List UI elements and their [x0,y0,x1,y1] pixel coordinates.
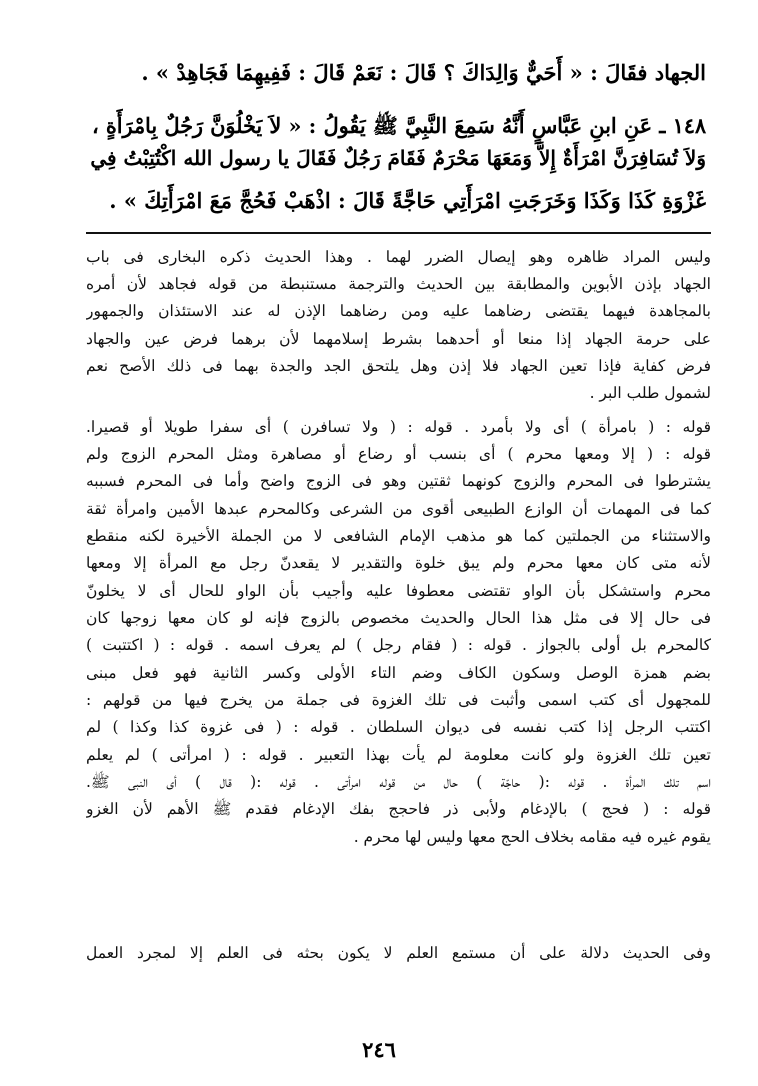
commentary-line: محرم واستشكل بأن الواو تقتضى معطوفا عليه وأجيب بأن الواو للحال أى لا يخلونّ [86,582,711,600]
hadith-line: ١٤٨ ـ عَنِ ابنِ عَبَّاسٍ أَنَّهُ سَمِعَ النَّبِيَّ ﷺ يَقُولُ : « لاَ يَخْلُوَنَّ رَجُلٌ بِامْرَأَةٍ ، [91,114,706,138]
commentary-line: لأنه متى كان معها محرم ولم يبق خلوة والتقدير لا يقعدنّ رجل مع المرأة إلا ومعها [86,554,711,572]
commentary-line: اكتتب الرجل إذا كتب نفسه فى ديوان السلطان . قوله : ( فى غزوة كذا وكذا ) لم [86,718,711,736]
section-divider [86,232,711,234]
commentary-line: يقوم غيره فيه مقامه بخلاف الحج معها وليس لها محرم . [353,828,711,846]
commentary-line: بضم همزة الوصل وسكون الكاف وضم التاء الأولى وكسر الثانية فهو فعل مبنى [86,664,711,682]
hadith-line: وَلاَ تُسَافِرَنَّ امْرَأَةٌ إِلاَّ وَمَعَهَا مَحْرَمٌ فَقَامَ رَجُلٌ فَقَالَ يا رسول الله اكْتُتِبْتُ فِي [90,146,706,170]
commentary-line: فى حال إلا فى مثل هذا الحال والحديث مخصوص بالزوج فإنه لو كان معها زوجها كان [86,609,711,627]
hadith-line: الجهاد فقَالَ : « أَحَيٌّ وَالِدَاكَ ؟ قَالَ : نَعَمْ قَالَ : فَفِيهِمَا فَجَاهِدْ » . [141,60,706,85]
page-number: ٢٤٦ [362,1037,396,1062]
commentary-line: والاستثناء من الجملتين كما هو مذهب الإمام الشافعى لا من الجملة الأخيرة لكنه منقطع [86,527,711,545]
commentary-line: تعين تلك الغزوة ولو كانت معلومة لم يأت بهذا التعبير . قوله : ( امرأتى ) لم يعلم [86,746,711,764]
commentary-line: قوله : ( بامرأة ) أى ولا بأمرد . قوله : ( ولا تسافرن ) أى سفرا طويلا أو قصيرا. [86,418,711,436]
commentary-line: وفى الحديث دلالة على أن مستمع العلم لا يكون بحثه فى العلم إلا لمجرد العمل [86,944,711,962]
commentary-line: فرض كفاية فإذا تعين الجهاد فلا إذن وهل يلتحق الجد والجدة بهما فى ذلك الأصح نعم [86,357,711,375]
commentary-line: الجهاد بإذن الأبوين والمطابقة بين الحديث والترجمة مستنبطة من قوله فجاهد لأن أمره [86,275,711,293]
commentary-line: بالمجاهدة فيهما يقتضى رضاهما عليه ومن رضاهما الإذن له عند الاستئذان والجمهور [86,302,711,320]
commentary-line: كما فى المهمات أن الوازع الطبيعى أقوى من الشرعى وكالمحرم عبدها الأمين وامرأة ثقة [86,500,711,518]
commentary-line: وليس المراد ظاهره وهو إيصال الضرر لهما . وهذا الحديث ذكره البخارى فى باب [86,248,711,266]
commentary-line: قوله : ( إلا ومعها محرم ) أى بنسب أو رضاع أو مصاهرة ومثل المحرم الزوج ولم [86,445,711,463]
commentary-line: كالمحرم بل أولى بالجواز . قوله : ( فقام رجل ) لم يعرف اسمه . قوله : ( اكتتبت ) [86,636,711,654]
commentary-line: على حرمة الجهاد إذا منعا أو أحدهما بشرط إسلامهما لأن برهما فرض عين والجهاد [86,330,711,348]
commentary-line: لشمول طلب البر . [589,384,711,402]
commentary-line: اسم تلك المرأة . قوله :( حاجّة ) حال من قوله امرأتى . قوله :( قال ) أى النبى ﷺ. [86,773,711,791]
hadith-line: غَزْوَةِ كَذَا وَكَذَا وَخَرَجَتِ امْرَأَتِي حَاجَّةً قَالَ : اذْهَبْ فَحُجَّ مَعَ امْرَأَتِكَ » . [109,188,706,213]
commentary-line: قوله : ( فحج ) بالإدغام ولأبى ذر فاحجج بفك الإدغام فقدم ﷺ الأهم لأن الغزو [86,800,711,818]
commentary-line: يشترطوا فى المحرم والزوج كونهما ثقتين وهو فى الزوج واضح وأما فى المحرم فسببه [86,472,711,490]
commentary-line: للمجهول أى كتب اسمى وأثبت فى تلك الغزوة فى جملة من يخرج فيها من قولهم : [86,691,711,709]
